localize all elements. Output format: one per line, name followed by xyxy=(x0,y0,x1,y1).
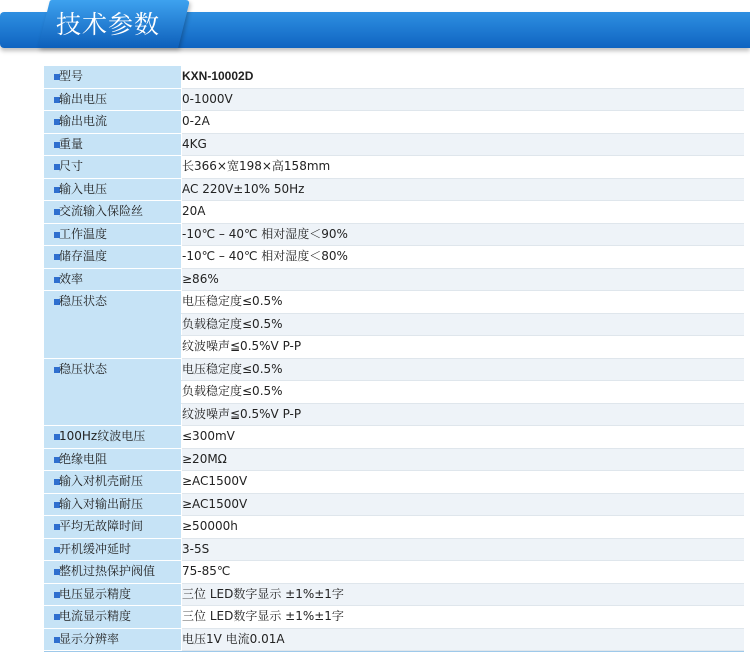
param-label: 电流显示精度 xyxy=(59,609,132,623)
param-value: 纹波噪声≦0.5%V P-P xyxy=(182,336,745,359)
param-value: 20A xyxy=(182,201,745,224)
param-label-cell xyxy=(44,628,182,651)
param-label-cell xyxy=(44,133,182,156)
table-bottom-rule xyxy=(44,651,744,652)
param-label: 重量 xyxy=(59,136,84,151)
param-label-cell xyxy=(44,88,182,111)
param-value: ≥86% xyxy=(182,268,745,291)
param-value: -10℃ – 40℃ 相对湿度＜80% xyxy=(182,246,745,269)
table-row xyxy=(44,88,744,111)
param-label-cell xyxy=(44,156,182,179)
table-row xyxy=(44,493,744,516)
param-label: 效率 xyxy=(59,271,84,286)
param-value: 三位 LED数字显示 ±1%±1字 xyxy=(182,606,745,629)
param-label: 交流输入保险丝 xyxy=(59,204,144,218)
table-row xyxy=(44,223,744,246)
table-row xyxy=(44,133,744,156)
table-row xyxy=(44,426,744,449)
table-row xyxy=(44,66,744,88)
param-value: 75-85℃ xyxy=(182,561,745,584)
param-label-cell xyxy=(44,291,182,359)
table-row xyxy=(44,471,744,494)
table-row xyxy=(44,516,744,539)
param-value: ≥AC1500V xyxy=(182,493,745,516)
param-value: -10℃ – 40℃ 相对湿度＜90% xyxy=(182,223,745,246)
param-label: 100Hz纹波电压 xyxy=(59,429,146,443)
param-value: 电压1V 电流0.01A xyxy=(182,628,745,651)
param-label: 工作温度 xyxy=(59,226,108,241)
param-value: 0-2A xyxy=(182,111,745,134)
param-value: 负载稳定度≤0.5% xyxy=(182,381,745,404)
param-label: 整机过热保护阀值 xyxy=(59,564,156,578)
param-label-cell xyxy=(44,268,182,291)
table-row xyxy=(44,291,744,314)
table-row xyxy=(44,628,744,651)
table-row xyxy=(44,583,744,606)
param-label-cell xyxy=(44,358,182,426)
param-value: 电压稳定度≤0.5% xyxy=(182,291,745,314)
param-label: 输出电流 xyxy=(59,114,108,128)
param-value: ≥50000h xyxy=(182,516,745,539)
param-label: 输入电压 xyxy=(59,181,108,196)
param-value: 长366×宽198×高158mm xyxy=(182,156,745,179)
table-row xyxy=(44,201,744,224)
param-label: 显示分辨率 xyxy=(59,631,120,646)
param-label: 尺寸 xyxy=(59,159,84,173)
table-row xyxy=(44,156,744,179)
param-value: KXN-10002D xyxy=(182,66,745,88)
param-label: 绝缘电阻 xyxy=(59,451,108,466)
param-value: 3-5S xyxy=(182,538,745,561)
param-label-cell xyxy=(44,583,182,606)
section-header xyxy=(0,0,750,60)
param-label: 型号 xyxy=(59,69,84,83)
table-row xyxy=(44,268,744,291)
param-label-cell xyxy=(44,66,182,88)
param-label-cell xyxy=(44,223,182,246)
spec-table xyxy=(44,66,744,651)
param-label-cell xyxy=(44,178,182,201)
table-row xyxy=(44,178,744,201)
table-row xyxy=(44,358,744,381)
param-label-cell xyxy=(44,561,182,584)
param-label-cell xyxy=(44,426,182,449)
param-value: 纹波噪声≦0.5%V P-P xyxy=(182,403,745,426)
param-value: 电压稳定度≤0.5% xyxy=(182,358,745,381)
param-label-cell xyxy=(44,538,182,561)
param-label: 输入对输出耐压 xyxy=(59,496,144,511)
table-row xyxy=(44,111,744,134)
param-label-cell xyxy=(44,448,182,471)
param-label-cell xyxy=(44,493,182,516)
param-label-cell xyxy=(44,471,182,494)
param-value: ≥20MΩ xyxy=(182,448,745,471)
param-label-cell xyxy=(44,201,182,224)
section-title: 技术参数 xyxy=(56,10,161,39)
param-label: 储存温度 xyxy=(59,249,108,263)
param-value: 0-1000V xyxy=(182,88,745,111)
param-value: 三位 LED数字显示 ±1%±1字 xyxy=(182,583,745,606)
param-value: 负载稳定度≤0.5% xyxy=(182,313,745,336)
param-value: ≥AC1500V xyxy=(182,471,745,494)
param-value: AC 220V±10% 50Hz xyxy=(182,178,745,201)
param-label: 稳压状态 xyxy=(59,294,108,308)
param-label: 开机缓冲延时 xyxy=(59,541,132,556)
param-label-cell xyxy=(44,111,182,134)
table-row xyxy=(44,606,744,629)
table-row xyxy=(44,561,744,584)
param-value: ≤300mV xyxy=(182,426,745,449)
table-row xyxy=(44,246,744,269)
param-value: 4KG xyxy=(182,133,745,156)
param-label-cell xyxy=(44,246,182,269)
param-label-cell xyxy=(44,516,182,539)
param-label-cell xyxy=(44,606,182,629)
table-row xyxy=(44,538,744,561)
param-label: 输入对机壳耐压 xyxy=(59,474,144,488)
param-label: 输出电压 xyxy=(59,91,108,106)
param-label: 稳压状态 xyxy=(59,361,108,376)
param-label: 平均无故障时间 xyxy=(59,519,144,533)
table-row xyxy=(44,448,744,471)
param-label: 电压显示精度 xyxy=(59,586,132,601)
